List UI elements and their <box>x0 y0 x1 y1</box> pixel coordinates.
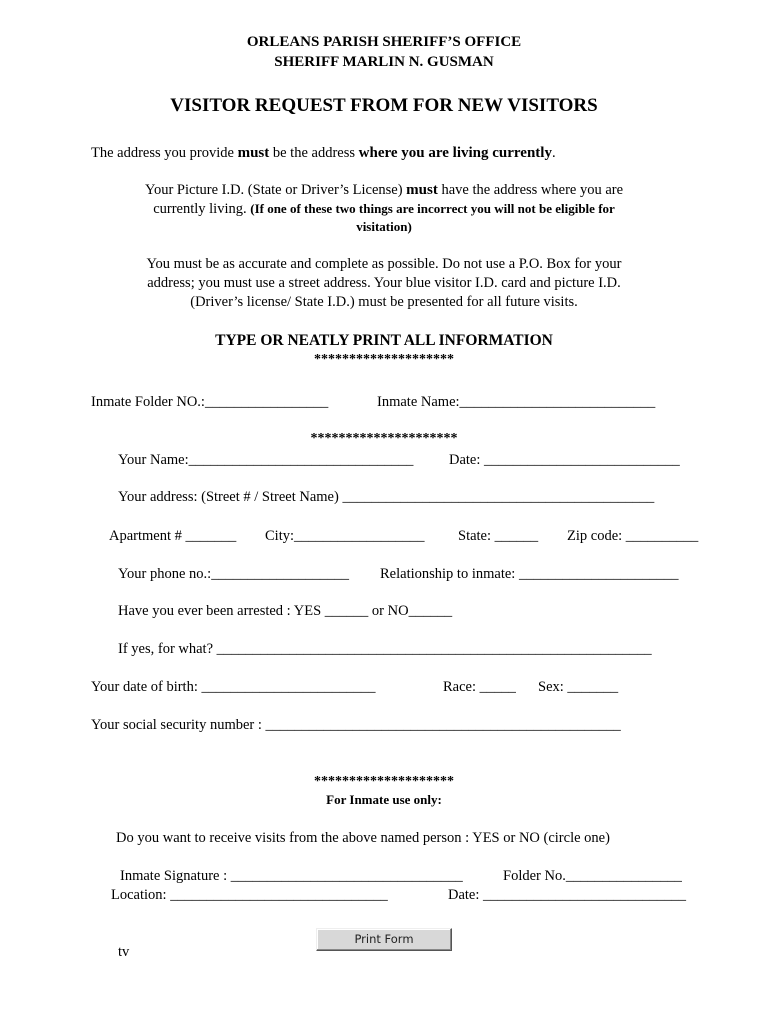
page-title: VISITOR REQUEST FROM FOR NEW VISITORS <box>170 95 598 116</box>
date-field[interactable]: Date: ___________________________ <box>449 452 680 468</box>
apartment-field[interactable]: Apartment # _______ <box>109 528 237 544</box>
separator-stars-2: ********************* <box>310 431 458 446</box>
ssn-field[interactable]: Your social security number : _________________________________________________ <box>91 717 621 733</box>
race-field[interactable]: Race: _____ <box>443 679 516 695</box>
zip-code-field[interactable]: Zip code: __________ <box>567 528 699 544</box>
address-field[interactable]: Your address: (Street # / Street Name) ___________________________________________ <box>118 489 655 505</box>
intro-warning: (If one of these two things are incorrect you will not be eligible for <box>250 201 615 216</box>
inmate-date-field[interactable]: Date: ____________________________ <box>448 887 687 903</box>
intro-text: currently living. <box>153 201 251 217</box>
intro-paragraph-1 <box>91 145 556 162</box>
intro-paragraph-2-line-1 <box>0 182 768 199</box>
location-field[interactable]: Location: ______________________________ <box>111 887 388 903</box>
intro-text: be the address <box>269 145 359 161</box>
intro-text: The address you provide <box>91 145 238 161</box>
inmate-name-field[interactable]: Inmate Name:___________________________ <box>377 394 656 410</box>
folder-number-field[interactable]: Folder No.________________ <box>503 868 682 884</box>
separator-stars-3: ******************** <box>314 774 454 789</box>
sex-field[interactable]: Sex: _______ <box>538 679 619 695</box>
office-name: ORLEANS PARISH SHERIFF’S OFFICE <box>246 34 522 50</box>
visit-consent-question[interactable]: Do you want to receive visits from the above named person : YES or NO (circle one) <box>116 830 610 846</box>
print-form-button[interactable]: Print Form <box>316 928 452 951</box>
intro-paragraph-3-line-3: (Driver’s license/ State I.D.) must be presented for all future visits. <box>190 294 578 310</box>
intro-text: . <box>551 145 556 161</box>
intro-emphasis: must <box>237 145 270 161</box>
your-name-field[interactable]: Your Name:_______________________________ <box>118 452 414 468</box>
relationship-field[interactable]: Relationship to inmate: ______________________ <box>380 566 679 582</box>
separator-stars-1: ******************** <box>314 352 454 367</box>
initials-text: tv <box>118 944 130 960</box>
city-field[interactable]: City:__________________ <box>265 528 425 544</box>
arrested-field[interactable]: Have you ever been arrested : YES ______ or NO______ <box>118 603 453 619</box>
if-yes-field[interactable]: If yes, for what? ____________________________________________________________ <box>118 641 652 657</box>
intro-paragraph-2-line-3: visitation) <box>356 219 412 234</box>
intro-emphasis: must <box>406 182 438 198</box>
sheriff-name: SHERIFF MARLIN N. GUSMAN <box>274 54 494 70</box>
instructions-heading: TYPE OR NEATLY PRINT ALL INFORMATION <box>215 332 553 349</box>
phone-field[interactable]: Your phone no.:___________________ <box>118 566 349 582</box>
state-field[interactable]: State: ______ <box>458 528 539 544</box>
intro-paragraph-2-line-2 <box>0 201 768 218</box>
intro-paragraph-3-line-2: address; you must use a street address. Your blue visitor I.D. card and picture I.D. <box>147 275 621 291</box>
intro-paragraph-3-line-1: You must be as accurate and complete as possible. Do not use a P.O. Box for your <box>146 256 622 272</box>
inmate-folder-field[interactable]: Inmate Folder NO.:_________________ <box>91 394 329 410</box>
intro-text: have the address where you are <box>437 182 624 198</box>
inmate-use-heading: For Inmate use only: <box>326 792 442 807</box>
inmate-signature-field[interactable]: Inmate Signature : ________________________________ <box>120 868 463 884</box>
intro-text: Your Picture I.D. (State or Driver’s License) <box>144 182 407 198</box>
date-of-birth-field[interactable]: Your date of birth: ________________________ <box>91 679 376 695</box>
intro-emphasis: where you are living currently <box>358 145 552 161</box>
